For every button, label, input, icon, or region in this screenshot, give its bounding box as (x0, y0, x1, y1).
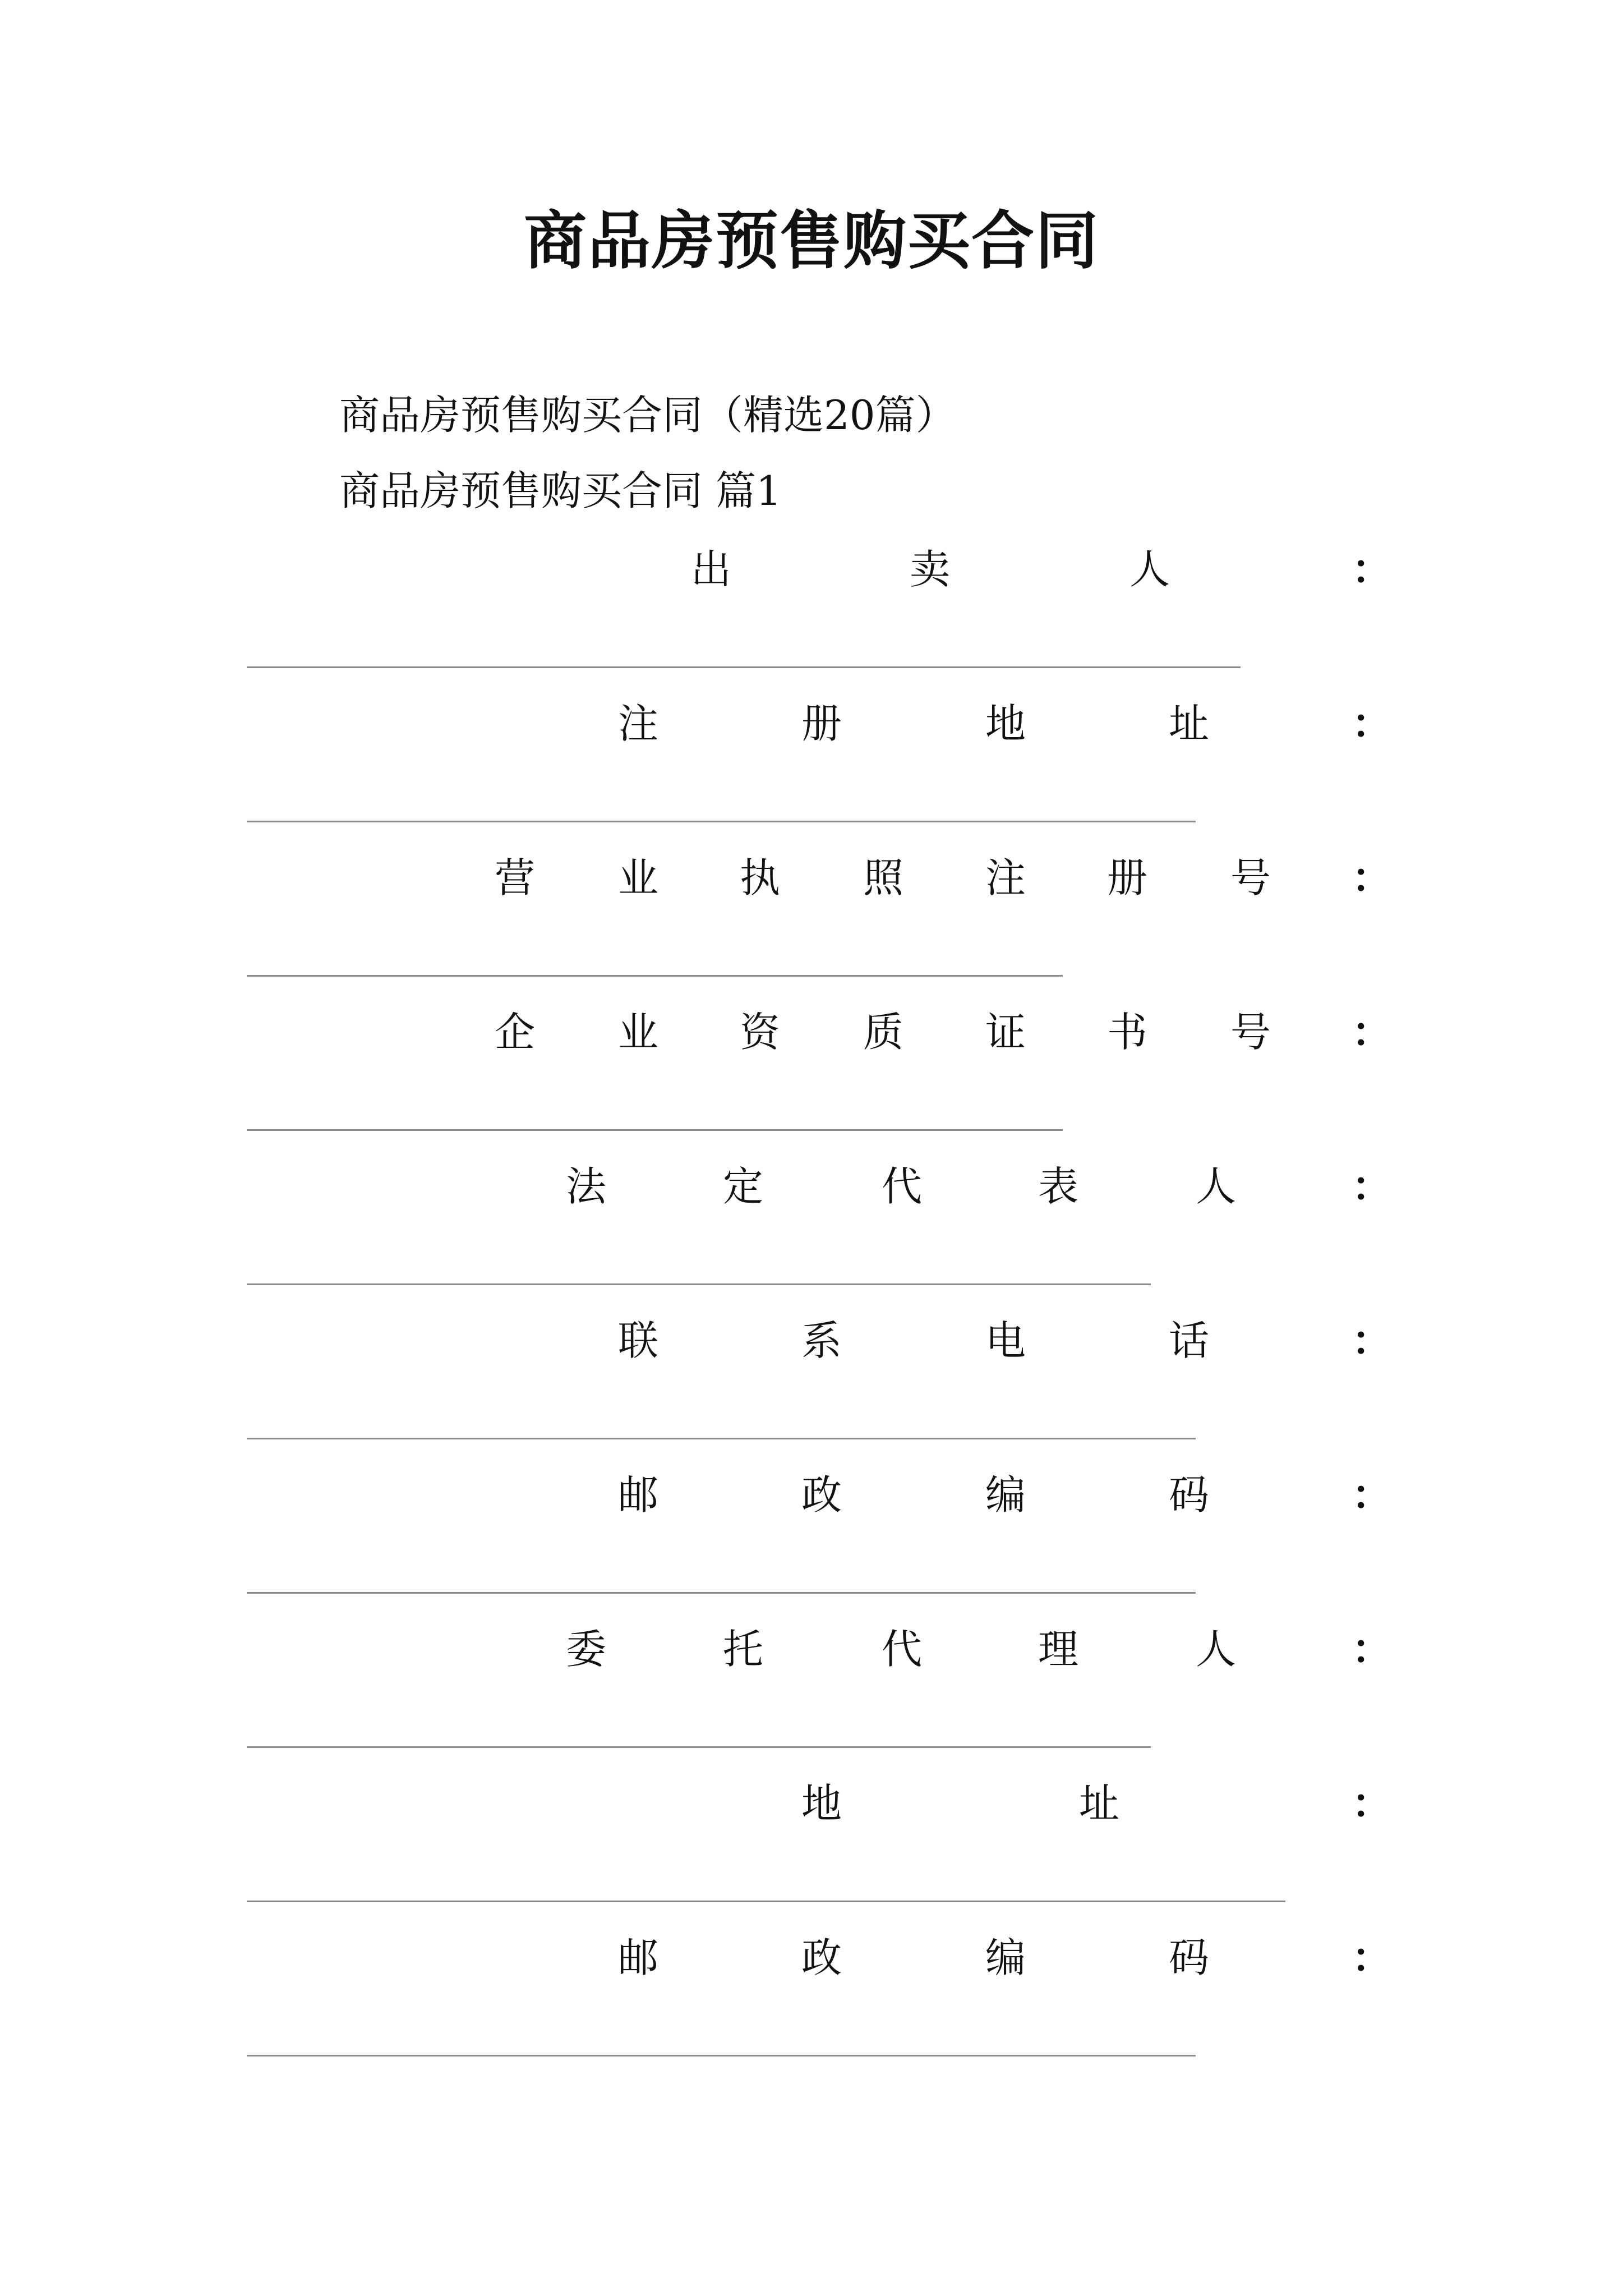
field-label-char: 定 (722, 1163, 764, 1210)
field-label-char: 表 (1038, 1163, 1079, 1210)
field-colon: ： (1352, 1779, 1393, 1827)
fill-in-blank-line[interactable] (247, 2055, 1196, 2056)
field-label-char: 书 (1106, 1009, 1148, 1056)
field-label-char: 人 (1195, 1626, 1237, 1673)
fill-in-blank-line[interactable] (247, 1283, 1151, 1285)
page-title: 商品房预售购买合同 (524, 204, 1099, 278)
form-field-business-license-no (0, 853, 1623, 965)
field-label-char: 系 (801, 1317, 842, 1364)
fill-in-blank-line[interactable] (247, 821, 1196, 822)
field-label-char: 委 (565, 1626, 607, 1673)
field-label-char: 代 (881, 1626, 923, 1673)
field-label-char: 卖 (909, 546, 951, 593)
form-field-qualification-cert-no (0, 1007, 1623, 1119)
field-label-char: 出 (690, 546, 732, 593)
field-label-char: 注 (617, 700, 659, 747)
form-field-phone (0, 1315, 1623, 1428)
field-label-char: 政 (801, 1471, 842, 1519)
field-label-char: 邮 (617, 1934, 659, 1981)
field-colon: ： (1352, 1471, 1393, 1519)
field-label-char: 址 (1078, 1780, 1120, 1827)
field-label-char: 业 (617, 1009, 659, 1056)
field-label-char: 证 (985, 1009, 1026, 1056)
fill-in-blank-line[interactable] (247, 1438, 1196, 1439)
field-label-char: 法 (565, 1163, 607, 1210)
fill-in-blank-line[interactable] (247, 975, 1063, 977)
field-label-char: 质 (863, 1009, 904, 1056)
field-label-char: 联 (617, 1317, 659, 1364)
field-label-char: 照 (863, 854, 904, 901)
field-label-char: 注 (985, 854, 1026, 901)
field-label-char: 资 (739, 1009, 781, 1056)
field-colon: ： (1352, 1162, 1393, 1210)
form-field-postal-code-2 (0, 1932, 1623, 2045)
field-label-char: 托 (722, 1626, 764, 1673)
field-label-char: 号 (1230, 1009, 1271, 1056)
field-label-char: 编 (985, 1934, 1026, 1981)
field-label-char: 编 (985, 1471, 1026, 1519)
field-colon: ： (1352, 545, 1393, 593)
fill-in-blank-line[interactable] (247, 1901, 1285, 1902)
fill-in-blank-line[interactable] (247, 1746, 1151, 1748)
document-subtitle: 商品房预售购买合同（精选20篇） (339, 392, 956, 439)
section-heading: 商品房预售购买合同 篇1 (339, 467, 782, 514)
field-label-char: 地 (801, 1780, 842, 1827)
form-field-authorized-agent (0, 1624, 1623, 1736)
field-colon: ： (1352, 854, 1393, 901)
fill-in-blank-line[interactable] (247, 666, 1241, 668)
field-colon: ： (1352, 1934, 1393, 1981)
field-label-char: 码 (1168, 1934, 1210, 1981)
field-colon: ： (1352, 1317, 1393, 1364)
field-colon: ： (1352, 700, 1393, 747)
form-field-registered-address (0, 698, 1623, 811)
field-label-char: 业 (617, 854, 659, 901)
field-label-char: 话 (1168, 1317, 1210, 1364)
field-label-char: 人 (1129, 546, 1170, 593)
field-label-char: 企 (494, 1009, 536, 1056)
field-label-char: 地 (985, 700, 1026, 747)
form-field-seller (0, 544, 1623, 656)
field-label-char: 电 (985, 1317, 1026, 1364)
field-colon: ： (1352, 1625, 1393, 1673)
field-label-char: 邮 (617, 1471, 659, 1519)
field-label-char: 号 (1230, 854, 1271, 901)
fill-in-blank-line[interactable] (247, 1592, 1196, 1594)
field-label-char: 政 (801, 1934, 842, 1981)
field-label-char: 代 (881, 1163, 923, 1210)
field-label-char: 人 (1195, 1163, 1237, 1210)
form-field-address (0, 1778, 1623, 1890)
fill-in-blank-line[interactable] (247, 1129, 1063, 1131)
field-label-char: 营 (494, 854, 536, 901)
field-label-char: 册 (801, 700, 842, 747)
field-label-char: 理 (1038, 1626, 1079, 1673)
field-label-char: 址 (1168, 700, 1210, 747)
form-field-legal-representative (0, 1161, 1623, 1273)
field-label-char: 执 (739, 854, 781, 901)
field-label-char: 册 (1106, 854, 1148, 901)
field-label-char: 码 (1168, 1471, 1210, 1519)
field-colon: ： (1352, 1008, 1393, 1056)
form-field-postal-code (0, 1470, 1623, 1582)
